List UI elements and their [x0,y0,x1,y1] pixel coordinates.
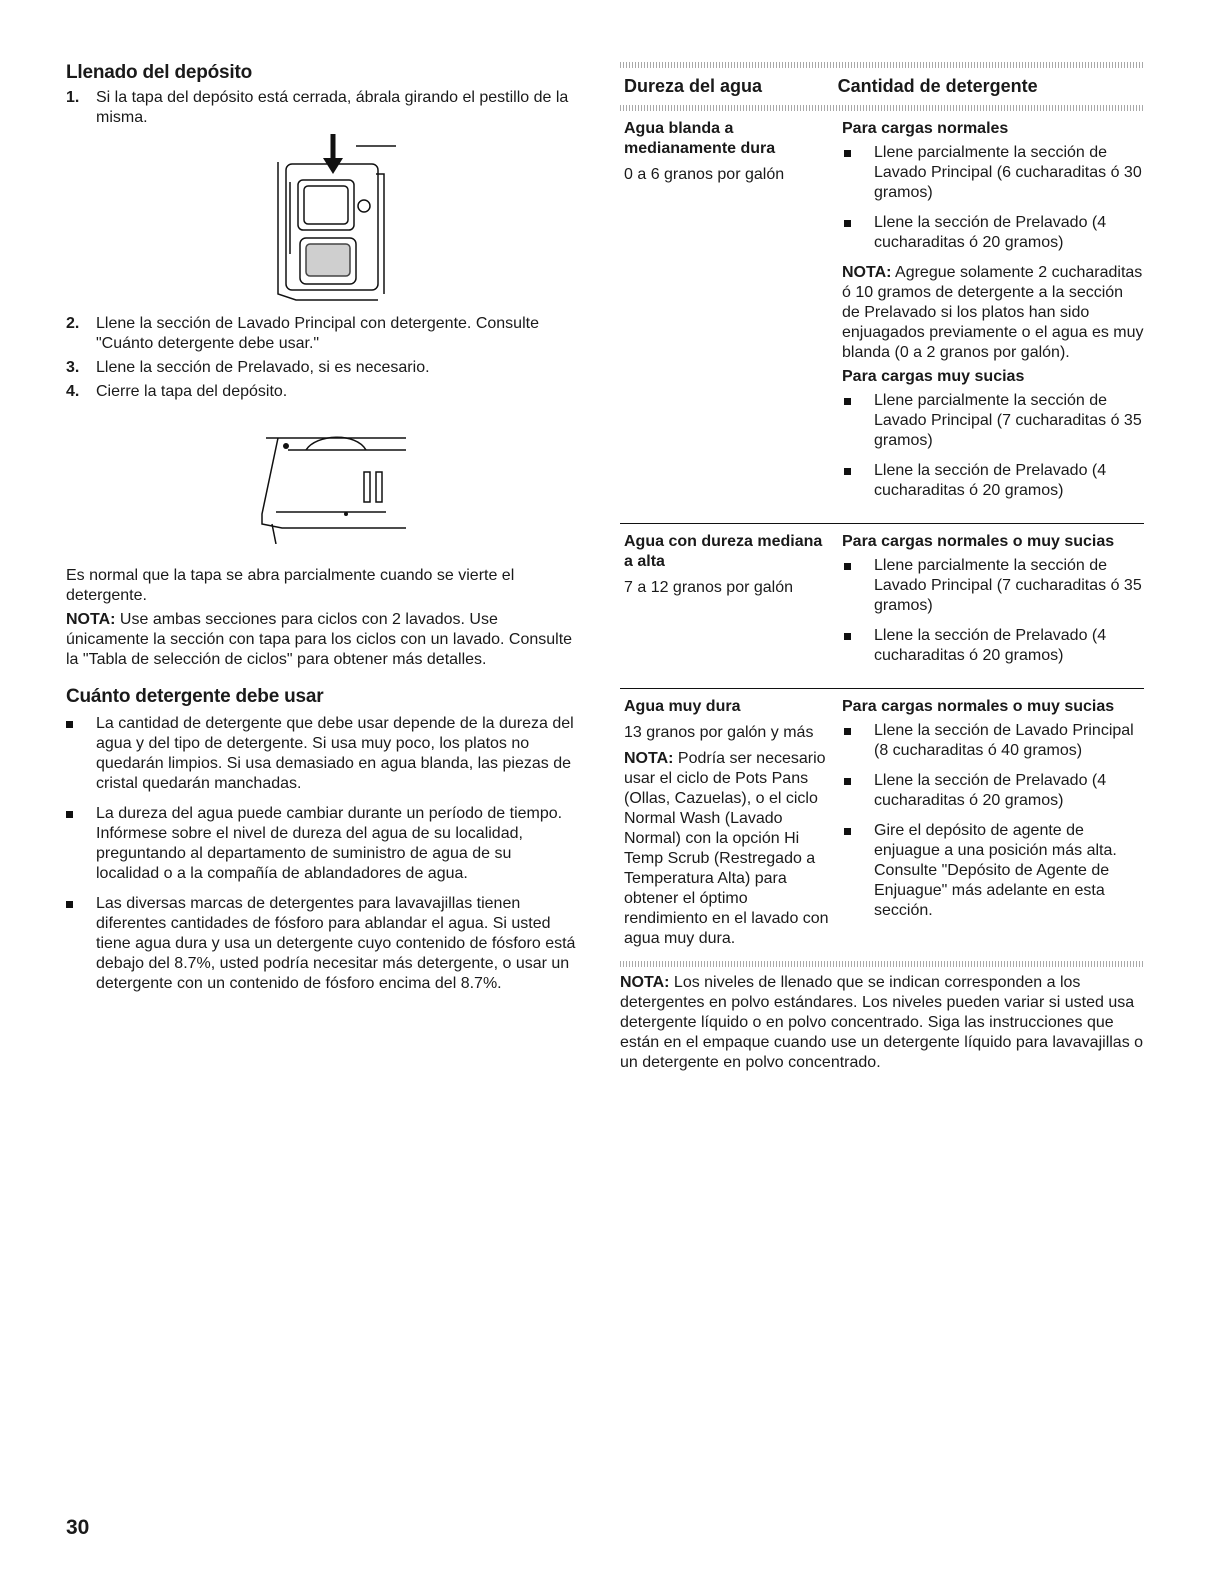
bullet-icon [844,220,851,227]
bottom-note: NOTA: Los niveles de llenado que se indican corresponden a los detergentes en polvo estándares. Los niveles pueden variar si usted usa detergente líquido o en polvo concentrado. Siga las instrucciones que están en el empaque cuando use un detergente líquido para lavavajillas o un detergente en polvo concentrado. [620,974,1144,1071]
table-note: NOTA: Podría ser necesario usar el ciclo de Pots Pans (Ollas, Cazuelas), o el ciclo Normal Wash (Lavado Normal) con la opción Hi Temp Scrub (Restregado a Temperatura Alta) para obtener el óptimo rendimiento en el lavado con agua muy dura. [624,750,829,947]
bullet-icon [844,728,851,735]
bullet-item: La cantidad de detergente que debe usar depende de la dureza del agua y del tipo de detergente. Si usa muy poco, los platos no quedarán limpios. Si usa demasiado en agua blanda, las piezas de cristal quedarán manchadas. [66,714,576,794]
table-top-rule [620,62,1144,68]
bullet-icon [66,721,73,728]
list-item: Llene la sección de Prelavado (4 cucharaditas ó 20 gramos) [842,213,1144,253]
dispenser-closed-illustration [66,424,576,544]
fill-steps-cont [66,314,576,402]
bullet-icon [844,633,851,640]
table-row: Agua con dureza mediana a alta 7 a 12 granos por galón Para cargas normales o muy sucias Llene parcialmente la sección de Lavado Principal (7 cucharaditas ó 35 gramos) Llene la sección de Prelavado (4 cucharaditas ó 20 gramos) [620,524,1144,689]
list-item: Llene parcialmente la sección de Lavado Principal (7 cucharaditas ó 35 gramos) [842,556,1144,616]
bullet-icon [66,901,73,908]
bullet-icon [844,150,851,157]
list-item: Llene parcialmente la sección de Lavado Principal (7 cucharaditas ó 35 gramos) [842,391,1144,451]
step-4: 4. Cierre la tapa del depósito. [66,383,288,400]
table-bottom-rule [620,961,1144,967]
bullet-icon [66,811,73,818]
table-row: Agua blanda a medianamente dura 0 a 6 granos por galón Para cargas normales Llene parcialmente la sección de Lavado Principal (6 cucharaditas ó 30 gramos) Llene la sección de Prelavado (4 cucharaditas ó 20 gramos) NOTA: Agregue solamente 2 cucharaditas ó 10 gramos de detergente a la sección de Prelavado si los platos han sido enjuagados previamente o el agua es muy blanda (0 a 2 granos por galón). Para cargas muy sucias Llene parcialmente la sección de Lavado Principal (7 cucharaditas ó 35 gramos) Llene la sección de Prelavado (4 cucharaditas ó 20 gramos) [624,120,1144,499]
detergent-table-column [620,62,1144,1073]
list-item: Llene la sección de Prelavado (4 cucharaditas ó 20 gramos) [842,626,1144,666]
bullet-icon [844,563,851,570]
table-row: Agua muy dura 13 granos por galón y más NOTA: Podría ser necesario usar el ciclo de Pots Pans (Ollas, Cazuelas), o el ciclo Normal Wash (Lavado Normal) con la opción Hi Temp Scrub (Restregado a Temperatura Alta) para obtener el óptimo rendimiento en el lavado con agua muy dura. Para cargas normales o muy sucias Llene la sección de Lavado Principal (8 cucharaditas ó 40 gramos) Llene la sección de Prelavado (4 cucharaditas ó 20 gramos) Gire el depósito de agente de enjuague a una posición más alta. Consulte "Depósito de Agente de Enjuague" más adelante en esta sección. [620,689,1144,962]
dispenser-open-illustration [66,134,576,304]
bullet-icon [844,778,851,785]
bullet-icon [844,468,851,475]
normal-open-text: Es normal que la tapa se abra parcialmente cuando se vierte el detergente. [66,567,515,604]
step-1: 1. Si la tapa del depósito está cerrada, ábrala girando el pestillo de la misma. [66,89,569,126]
fill-steps [66,88,576,128]
bullet-icon [844,398,851,405]
heading-filling-dispenser: Llenado del depósito [66,62,253,83]
bullet-item: Las diversas marcas de detergentes para lavavajillas tienen diferentes cantidades de fósforo para ablandar el agua. Si usted tiene agua dura y usa un detergente cuyo contenido de fósforo está debajo del 8.7%, usted podría necesitar más detergente, o usar un detergente con un contenido de fósforo encima del 8.7%. [66,894,576,994]
list-item: Llene la sección de Prelavado (4 cucharaditas ó 20 gramos) [842,461,1144,501]
bullet-item: La dureza del agua puede cambiar durante un período de tiempo. Infórmese sobre el nivel de dureza del agua de su localidad, preguntando al departamento de suministro de agua de su localidad o a la compañía de ablandadores de agua. [66,804,576,884]
table-header-rule [620,105,1144,111]
detergent-table-body [620,111,1144,961]
list-item: Gire el depósito de agente de enjuague a una posición más alta. Consulte "Depósito de Agente de Enjuague" más adelante en esta sección. [842,821,1144,921]
heading-detergent-amount: Cuánto detergente debe usar [66,686,324,707]
left-column [66,62,576,1004]
detergent-table [620,68,1144,105]
list-item: Llene la sección de Prelavado (4 cucharaditas ó 20 gramos) [842,771,1144,811]
list-item: Llene la sección de Lavado Principal (8 cucharaditas ó 40 gramos) [842,721,1144,761]
page-number: 30 [66,1516,90,1539]
step-2: 2. Llene la sección de Lavado Principal con detergente. Consulte "Cuánto detergente debe usar." [66,315,539,352]
detergent-bullets [66,714,576,994]
note-sections: NOTA: Use ambas secciones para ciclos con 2 lavados. Use únicamente la sección con tapa para los ciclos con un lavado. Consulte la "Tabla de selección de ciclos" para obtener más detalles. [66,611,573,668]
table-header-hardness: Dureza del agua [624,76,763,96]
table-note: NOTA: Agregue solamente 2 cucharaditas ó 10 gramos de detergente a la sección de Prelavado si los platos han sido enjuagados previamente o el agua es muy blanda (0 a 2 granos por galón). [842,264,1144,361]
list-item: Llene parcialmente la sección de Lavado Principal (6 cucharaditas ó 30 gramos) [842,143,1144,203]
step-3: 3. Llene la sección de Prelavado, si es necesario. [66,359,430,376]
bullet-icon [844,828,851,835]
table-header-amount: Cantidad de detergente [837,76,1038,96]
